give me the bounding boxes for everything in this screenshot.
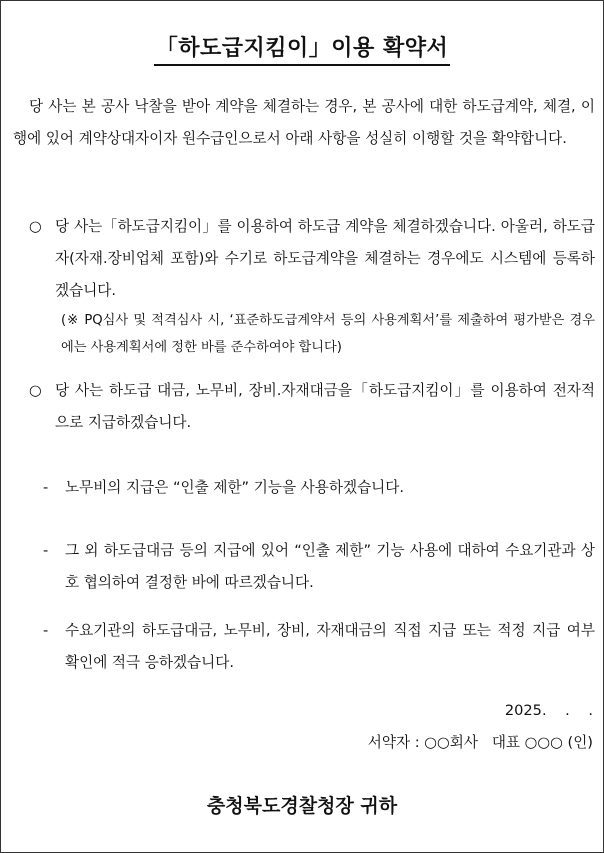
- sub-item-3-text: 수요기관의 하도급대금, 노무비, 장비, 자재대금의 직접 지급 또는 적정 지급 여부 확인에 적극 응하겠습니다.: [65, 622, 595, 671]
- title-text: 「하도급지킴이」이용 확약서: [154, 35, 450, 66]
- intro-paragraph: 당 사는 본 공사 낙찰을 받아 계약을 체결하는 경우, 본 공사에 대한 하도급계약, 체결, 이행에 있어 계약상대자이자 원수급인으로서 아래 사항을 성실히 이행할 것을 확약합니다.: [13, 98, 595, 147]
- pledge-item-2: [29, 375, 595, 439]
- dash-mark: -: [43, 479, 49, 496]
- dash-mark: -: [43, 622, 49, 639]
- sub-item-3: [43, 615, 595, 679]
- sub-item-1: [43, 472, 595, 504]
- pledge-item-1-note: (※ PQ심사 및 적격심사 시, ‘표준하도급계약서 등의 사용계획서’를 제출하여 평가받은 경우에는 사용계획서에 정한 바를 준수하여야 합니다): [61, 313, 595, 355]
- pledge-item-1-text: 당 사는「하도급지킴이」를 이용하여 하도급 계약을 체결하겠습니다. 아울러, 하도급자(자재.장비업체 포함)와 수기로 하도급계약을 체결하는 경우에도 시스템에 등록하겠습니다.: [55, 218, 595, 299]
- pledge-item-2-text: 당 사는 하도급 대금, 노무비, 장비.자재대금을「하도급지킴이」를 이용하여 전자적으로 지급하겠습니다.: [55, 382, 595, 431]
- pledge-item-1: [29, 211, 595, 361]
- circle-bullet-icon: ○: [29, 218, 42, 235]
- circle-bullet-icon: ○: [29, 382, 42, 399]
- recipient-line: 충청북도경찰청장 귀하: [206, 795, 398, 817]
- document-title: [1, 35, 603, 66]
- pledge-date: 2025. . .: [504, 702, 593, 719]
- dash-mark: -: [43, 542, 49, 559]
- sub-item-1-text: 노무비의 지급은 “인출 제한” 기능을 사용하겠습니다.: [65, 479, 405, 496]
- signer-line: 서약자 : ○○회사 대표 ○○○ (인): [367, 734, 593, 751]
- sub-item-2-text: 그 외 하도급대금 등의 지급에 있어 “인출 제한” 기능 사용에 대하여 수요기관과 상호 협의하여 결정한 바에 따르겠습니다.: [65, 542, 595, 591]
- sub-item-2: [43, 535, 595, 599]
